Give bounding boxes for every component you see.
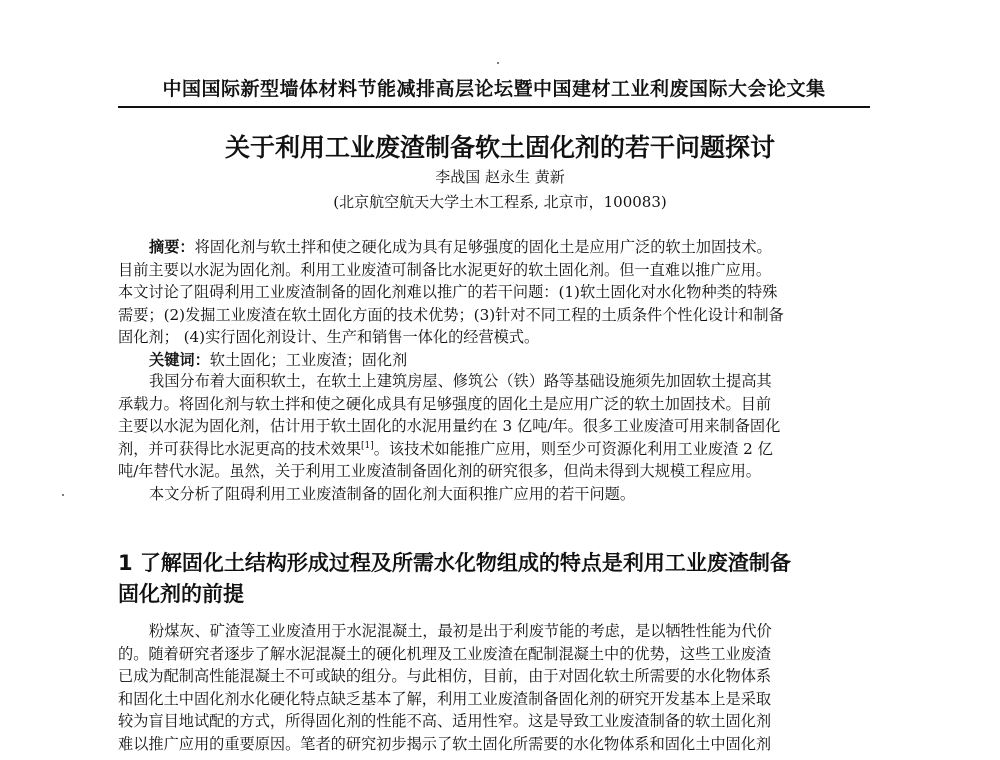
abstract-line: 目前主要以水泥为固化剂。利用工业废渣可制备比水泥更好的软土固化剂。但一直难以推广应用。 [118, 260, 772, 279]
paper-authors: 李战国 赵永生 黄新 [435, 168, 565, 186]
body-line: 本文分析了阻碍利用工业废渣制备的固化剂大面积推广应用的若干问题。 [149, 484, 635, 503]
body-line: 难以推广应用的重要原因。笔者的研究初步揭示了软土固化所需要的水化物体系和固化土中固化剂 [118, 734, 772, 753]
paper-title: 关于利用工业废渣制备软土固化剂的若干问题探讨 [224, 133, 775, 162]
abstract-block [118, 236, 870, 372]
section1-body [118, 620, 870, 756]
header-rule [118, 106, 870, 108]
body-line: 较为盲目地试配的方式，所得固化剂的性能不高、适用性窄。这是导致工业废渣制备的软土固化剂 [118, 712, 772, 731]
body-line: 我国分布着大面积软土，在软土上建筑房屋、修筑公（铁）路等基础设施须先加固软土提高其 [149, 372, 772, 390]
paper-affiliation: (北京航空航天大学土木工程系, 北京市，100083) [333, 193, 667, 211]
body-line: 粉煤灰、矿渣等工业废渣用于水泥混凝土，最初是出于利废节能的考虑，是以牺牲性能为代价 [149, 622, 772, 640]
body-line: 的。随着研究者逐步了解水泥混凝土的硬化机理及工业废渣在配制混凝土中的优势，这些工业废渣 [118, 644, 772, 663]
section-heading [118, 548, 878, 610]
body-line: 已成为配制高性能混凝土不可或缺的组分。与此相仿，目前，由于对固化软土所需要的水化物体系 [118, 667, 772, 686]
scan-speck [62, 494, 64, 496]
keywords-line [118, 349, 870, 372]
body-text: 剂，并可获得比水泥更高的技术效果 [118, 439, 361, 458]
scan-speck [497, 62, 499, 64]
abstract-line: 本文讨论了阻碍利用工业废渣制备的固化剂难以推广的若干问题：(1)软土固化对水化物种类的特殊 [118, 283, 778, 302]
running-header: 中国国际新型墙体材料节能减排高层论坛暨中国建材工业利废国际大会论文集 [162, 78, 826, 100]
keywords-text: 软土固化；工业废渣；固化剂 [209, 350, 408, 369]
body-text: 。该技术如能推广应用，则至少可资源化利用工业废渣 2 亿 [373, 439, 773, 458]
keywords-label: 关键词： [149, 350, 210, 369]
body-line [118, 438, 870, 461]
intro-paragraphs [118, 370, 870, 506]
body-line: 和固化土中固化剂水化硬化特点缺乏基本了解，利用工业废渣制备固化剂的研究开发基本上是采取 [118, 689, 772, 708]
section-heading-line: 固化剂的前提 [118, 582, 244, 606]
abstract-line: 需要；(2)发掘工业废渣在软土固化方面的技术优势；(3)针对不同工程的土质条件个性化设计和制备 [118, 305, 784, 324]
body-line: 承载力。将固化剂与软土拌和使之硬化成具有足够强度的固化土是应用广泛的软土加固技术。目前 [118, 394, 772, 413]
abstract-line: 固化剂； (4)实行固化剂设计、生产和销售一体化的经营模式。 [118, 328, 540, 347]
abstract-label: 摘要： [149, 238, 195, 256]
body-line: 主要以水泥为固化剂，估计用于软土固化的水泥用量约在 3 亿吨/年。很多工业废渣可用来制备固化 [118, 417, 781, 436]
body-line: 吨/年替代水泥。虽然，关于利用工业废渣制备固化剂的研究很多，但尚未得到大规模工程应用。 [118, 462, 761, 481]
abstract-text: 将固化剂与软土拌和使之硬化成为具有足够强度的固化土是应用广泛的软土加固技术。 [194, 238, 772, 256]
citation-ref: [1] [361, 440, 374, 451]
section-heading-line: 1 了解固化土结构形成过程及所需水化物组成的特点是利用工业废渣制备 [118, 551, 791, 575]
abstract-line [118, 236, 870, 259]
